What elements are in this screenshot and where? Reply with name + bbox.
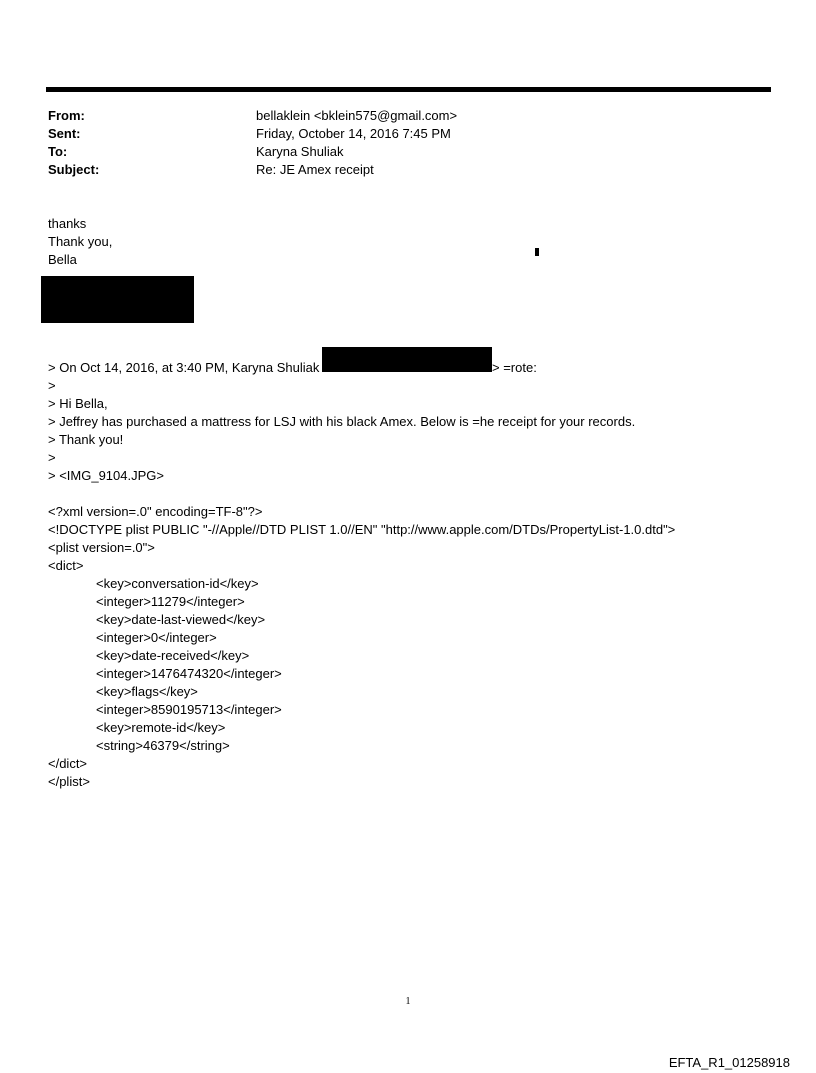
reply-line: Bella (48, 252, 77, 267)
plist-line: <key>conversation-id</key> (96, 576, 259, 591)
reply-line: Thank you, (48, 234, 113, 249)
plist-line: </dict> (48, 756, 88, 771)
sent-label: Sent: (48, 126, 81, 141)
quoted-line: > Jeffrey has purchased a mattress for LSJ with his black Amex. Below is =he receipt for your records. (48, 414, 636, 429)
document-id: EFTA_R1_01258918 (668, 1055, 790, 1070)
quoted-line: > (48, 378, 56, 393)
quoted-line-end: > =rote: (492, 360, 537, 375)
plist-line: <key>remote-id</key> (96, 720, 226, 735)
sent-value: Friday, October 14, 2016 7:45 PM (256, 126, 451, 141)
quoted-line: > <IMG_9104.JPG> (48, 468, 164, 483)
plist-line: <dict> (48, 558, 84, 573)
plist-line: <integer>0</integer> (96, 630, 217, 645)
quoted-line-start: > On Oct 14, 2016, at 3:40 PM, Karyna Shuliak (48, 360, 320, 375)
page-number: 1 (405, 996, 411, 1007)
plist-line: <integer>8590195713</integer> (96, 702, 282, 717)
quoted-line: > Hi Bella, (48, 396, 108, 411)
quoted-line: > Thank you! (48, 432, 124, 447)
redaction-block (322, 347, 492, 372)
redaction-block (41, 276, 194, 323)
plist-line: <integer>1476474320</integer> (96, 666, 282, 681)
plist-line: <!DOCTYPE plist PUBLIC "-//Apple//DTD PLIST 1.0//EN" "http://www.apple.com/DTDs/PropertyList-1.0.dtd"> (48, 522, 676, 537)
header-rule (46, 87, 771, 92)
subject-label: Subject: (48, 162, 100, 177)
plist-line: </plist> (48, 774, 90, 789)
to-label: To: (48, 144, 68, 159)
plist-line: <key>date-last-viewed</key> (96, 612, 266, 627)
plist-line: <key>date-received</key> (96, 648, 250, 663)
to-value: Karyna Shuliak (256, 144, 344, 159)
reply-line: thanks (48, 216, 87, 231)
plist-line: <?xml version=.0" encoding=TF-8"?> (48, 504, 263, 519)
plist-line: <integer>11279</integer> (96, 594, 245, 609)
subject-value: Re: JE Amex receipt (256, 162, 374, 177)
quoted-line: > (48, 450, 56, 465)
from-label: From: (48, 108, 85, 123)
redaction-mark (535, 248, 539, 256)
plist-line: <plist version=.0"> (48, 540, 155, 555)
from-value: bellaklein <bklein575@gmail.com> (256, 108, 458, 123)
plist-line: <key>flags</key> (96, 684, 198, 699)
plist-line: <string>46379</string> (96, 738, 230, 753)
